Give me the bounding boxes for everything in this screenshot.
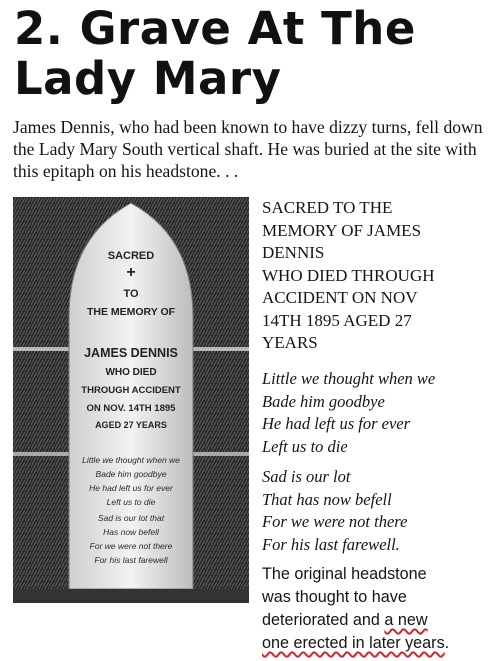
page-title	[14, 4, 494, 104]
headstone-note	[262, 563, 492, 655]
headstone-poem-line-5: Sad is our lot that	[97, 513, 165, 523]
note-line	[262, 632, 492, 655]
poem-stanza-2	[262, 466, 492, 556]
epitaph-line: DENNIS	[262, 243, 325, 262]
headstone-line-age: AGED 27 YEARS	[95, 420, 167, 430]
spellcheck-underlined-text: one erected in later years	[262, 634, 445, 652]
headstone-poem-line-4: Left us to die	[106, 497, 156, 507]
headstone-poem-line-3: He had left us for ever	[89, 483, 173, 493]
poem-line: Bade him goodbye	[262, 391, 385, 411]
poem-line: Little we thought when we	[262, 369, 436, 388]
epitaph-line: YEARS	[262, 333, 318, 352]
note-line: was thought to have	[262, 588, 407, 606]
poem-line: For we were not there	[262, 512, 408, 531]
headstone-line-died: WHO DIED	[105, 367, 157, 378]
note-text: .	[444, 634, 450, 652]
intro-paragraph: James Dennis, who had been known to have dizzy turns, fell down the Lady Mary South vertical shaft. He was buried at the site with this epitaph on his headstone. . .	[13, 117, 483, 181]
headstone-poem-line-6: Has now befell	[103, 527, 159, 537]
epitaph-line: 14TH 1895 AGED 27	[262, 310, 412, 330]
headstone-line-sacred: SACRED	[107, 250, 155, 262]
headstone-line-memory: THE MEMORY OF	[86, 306, 176, 318]
note-line	[262, 609, 492, 632]
poem-line: For his last farewell.	[262, 534, 400, 554]
epitaph-line: MEMORY OF JAMES	[262, 220, 422, 240]
headstone-line-date: ON NOV. 14TH 1895	[86, 403, 176, 414]
headstone-cross: +	[126, 264, 136, 281]
epitaph-line: ACCIDENT ON NOV	[262, 288, 418, 307]
headstone-poem-line-8: For his last farewell	[94, 555, 168, 565]
poem-line: Sad is our lot	[262, 467, 351, 486]
epitaph-line: WHO DIED THROUGH	[262, 265, 435, 285]
title-line-1: 2. Grave At The	[14, 2, 416, 55]
epitaph-line: SACRED TO THE	[262, 198, 393, 217]
poem-line: Left us to die	[262, 436, 348, 456]
headstone-poem-line-2: Bade him goodbye	[95, 469, 167, 479]
headstone-line-accident: THROUGH ACCIDENT	[81, 385, 181, 396]
title-line-2: Lady Mary	[14, 52, 282, 105]
poem-line: That has now befell	[262, 489, 392, 509]
poem-line: He had left us for ever	[262, 414, 411, 433]
headstone-poem-line-1: Little we thought when we	[82, 455, 180, 465]
note-line: The original headstone	[262, 565, 427, 583]
note-text: deteriorated and	[262, 611, 385, 629]
headstone-photo	[13, 197, 249, 603]
spellcheck-underlined-text: a new	[384, 611, 428, 629]
headstone-illustration	[13, 197, 249, 603]
poem-stanza-1	[262, 368, 492, 458]
headstone-poem-line-7: For we were not there	[89, 541, 173, 551]
headstone-line-to: TO	[123, 288, 139, 300]
headstone-line-name: JAMES DENNIS	[84, 346, 178, 360]
epitaph-transcription	[262, 197, 492, 355]
epitaph-poem	[262, 368, 492, 564]
